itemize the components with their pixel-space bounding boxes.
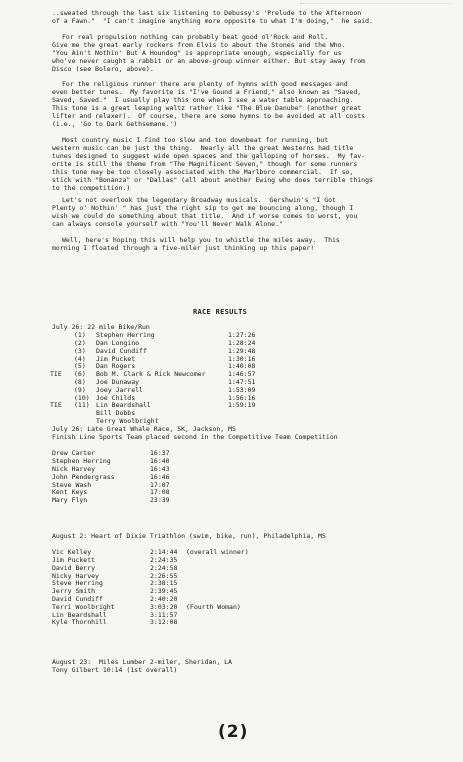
race-result-line: Tony Gilbert 10:14 (1st overall) xyxy=(52,666,178,675)
finish-time: 1:28:24 xyxy=(228,339,256,347)
text-line: For real propulsion nothing can probably beat good ol'Rock and Roll. xyxy=(62,33,329,41)
race-bike-run-section xyxy=(52,323,432,425)
runner-name: Terri Woolbright xyxy=(52,602,115,611)
runner-name: Nicky Harvey xyxy=(52,571,99,580)
result-row xyxy=(52,339,432,347)
race-header: July 26: 22 mile Bike/Run xyxy=(52,323,150,331)
place-number: (6) xyxy=(74,370,86,379)
place-number: (1) xyxy=(74,331,86,340)
paragraph xyxy=(52,33,426,73)
runner-name: Lin Beardshall xyxy=(52,610,107,619)
text-line: This tune is a great leaping waltz rather like "The Blue Danube" (another great xyxy=(52,104,362,112)
runner-name: Steve Wash xyxy=(52,480,92,489)
place-number: (4) xyxy=(74,354,86,363)
result-row xyxy=(52,449,442,457)
text-line: stick with "Bonanza" or "Dallas" (all about another Ewing who does terrible things xyxy=(52,176,373,184)
race-triathlon-section xyxy=(52,532,442,626)
result-row xyxy=(52,347,432,355)
paragraph xyxy=(52,9,426,25)
finish-time: 1:59:19 xyxy=(228,401,256,410)
result-row xyxy=(52,587,442,595)
finish-time: 3:12:08 xyxy=(150,618,178,627)
runner-name: Joe Childs xyxy=(96,393,136,402)
text-line: Saved, Saved." I usually play this one when I see a water table approaching. xyxy=(52,96,354,104)
finish-time: 3:11:57 xyxy=(150,610,178,619)
result-row xyxy=(52,556,442,564)
finish-time: 2:40:20 xyxy=(150,594,178,603)
result-row xyxy=(52,355,432,363)
finish-time: 16:46 xyxy=(150,472,170,481)
text-line: lifter and relaxer). Of course, there are some hymns to be avoided at all costs xyxy=(52,112,366,120)
result-row xyxy=(52,611,442,619)
place-number: (5) xyxy=(74,362,86,371)
runner-name: Lin Beardshall xyxy=(96,401,151,410)
runner-name: Dan Longino xyxy=(96,339,140,347)
tie-label: TIE xyxy=(50,401,62,410)
result-row xyxy=(52,401,432,409)
text-line: orite is still the theme from "The Magnificent Seven," though for some runners xyxy=(52,160,358,168)
finish-time: 16:37 xyxy=(150,449,170,458)
result-row xyxy=(52,579,442,587)
race-header: August 23: Miles Lumber 2-miler, Sheridan, LA xyxy=(52,658,233,666)
runner-name: Kyle Thornhill xyxy=(52,618,107,627)
finish-time: 17:08 xyxy=(150,488,170,497)
text-line: can always console yourself with "You'll Never Walk Alone." xyxy=(52,220,283,228)
text-line: even better tunes. My favorite is "I've Gound a Friend," also known as "Saved, xyxy=(52,88,362,96)
result-row xyxy=(52,417,432,425)
text-line: For the religious runner there are plenty of hymns with good messages and xyxy=(62,80,348,88)
text-line: Plenty o' Nothin' " has just the right sip to get me bouncing along, though I xyxy=(52,204,354,212)
page-number: (2) xyxy=(218,722,249,742)
results-list xyxy=(52,331,432,425)
runner-name: Mary Flyn xyxy=(52,496,88,505)
text-line: tunes designed to suggest wide open spaces and the galloping of horses. My fav- xyxy=(52,152,366,160)
result-row xyxy=(52,603,442,611)
text-line: ..sweated through the last six listening to Debussy's 'Prelude to the Afternoon xyxy=(52,9,362,17)
finish-time: 2:24:58 xyxy=(150,563,178,572)
text-line: Well, here's hoping this will help you to whistle the miles away. This xyxy=(62,236,340,244)
race-results-title: RACE RESULTS xyxy=(193,308,248,316)
result-row xyxy=(52,564,442,572)
result-row xyxy=(52,370,432,378)
runner-name: Jim Puckett xyxy=(52,556,96,564)
result-row xyxy=(52,618,442,626)
finish-time: 3:03:20 xyxy=(150,602,178,611)
place-number: (11) xyxy=(74,401,90,410)
result-note: (overall winner) xyxy=(186,548,249,557)
finish-time: 2:39:45 xyxy=(150,587,178,596)
runner-name: David Cundiff xyxy=(96,346,147,355)
runner-name: Steve Herring xyxy=(52,579,103,588)
finish-time: 1:29:48 xyxy=(228,346,256,355)
finish-time: 1:53:09 xyxy=(228,385,256,394)
finish-time: 16:40 xyxy=(150,457,170,466)
race-header: July 26: Late Great Whale Race, 5K, Jackson, MS xyxy=(52,425,236,433)
result-row xyxy=(52,548,442,556)
runner-name: David Cundiff xyxy=(52,594,103,603)
finish-time: 1:46:57 xyxy=(228,370,256,379)
text-line: western music can be just the thing. Nearly all the great Westerns had title xyxy=(52,144,354,152)
finish-time: 2:26:55 xyxy=(150,571,178,580)
text-line: Give me the great early rockers from Elvis to about the Stones and the Who. xyxy=(52,41,346,49)
tie-label: TIE xyxy=(50,370,62,379)
text-line: wish we could do something about that title. And if worse comes to worst, you xyxy=(52,212,358,220)
text-line: Disco (see Bolero, above). xyxy=(52,65,154,73)
runner-name: Nick Harvey xyxy=(52,465,96,473)
result-row xyxy=(52,362,432,370)
result-row xyxy=(52,378,432,386)
result-row xyxy=(52,496,442,504)
runner-name: Bob M. Clark & Rick Newcomer xyxy=(96,370,206,379)
runner-name: Joe Dunaway xyxy=(96,377,140,386)
result-row xyxy=(52,473,442,481)
result-row xyxy=(52,465,442,473)
runner-name: David Berry xyxy=(52,563,96,572)
race-subheader: Finish Line Sports Team placed second in the Competitive Team Competition xyxy=(52,433,338,442)
place-number: (8) xyxy=(74,377,86,386)
result-row xyxy=(52,394,432,402)
runner-name: Jim Pucket xyxy=(96,354,136,363)
result-row xyxy=(52,409,432,417)
result-row xyxy=(52,595,442,603)
result-row xyxy=(52,386,432,394)
text-line: Most country music I find too slow and too downbeat for running, but xyxy=(62,136,329,144)
text-line: of a Fawn." "I can't imagine anything more opposite to what I'm doing," he said. xyxy=(52,17,373,25)
runner-name: Stephen Herring xyxy=(52,457,111,466)
result-note: (Fourth Woman) xyxy=(186,602,241,611)
results-list xyxy=(52,548,442,626)
text-line: "You Ain't Nothin' But A Houndog" is appropriate enough, especially for us xyxy=(52,49,342,57)
result-row xyxy=(52,572,442,580)
runner-name: Terry Woolbright xyxy=(96,416,159,425)
result-row xyxy=(52,457,442,465)
runner-name: Jerry Smith xyxy=(52,587,96,596)
race-header: August 2: Heart of Dixie Triathlon (swim, bike, run), Philadelphia, MS xyxy=(52,532,326,540)
race-miles-lumber-section xyxy=(52,658,442,674)
runner-name: Vic Kelley xyxy=(52,548,92,557)
result-row xyxy=(52,488,442,496)
runner-name: John Pendergrass xyxy=(52,472,115,481)
results-list xyxy=(52,449,442,504)
runner-name: Joey Jarrell xyxy=(96,385,143,394)
finish-time: 1:30:16 xyxy=(228,354,256,363)
runner-name: Stephen Herring xyxy=(96,331,155,340)
place-number: (3) xyxy=(74,346,86,355)
text-line: to the competition.) xyxy=(52,184,131,192)
paragraph xyxy=(52,80,426,128)
finish-time: 1:56:16 xyxy=(228,393,256,402)
runner-name: Kent Keys xyxy=(52,488,88,497)
result-row xyxy=(52,481,442,489)
runner-name: Dan Rogers xyxy=(96,362,136,371)
place-number: (9) xyxy=(74,385,86,394)
text-line: (i.e., 'Go to Dark Gethsemane.') xyxy=(52,120,178,128)
runner-name: Drew Carter xyxy=(52,449,96,458)
race-whale-5k-section xyxy=(52,425,442,504)
text-line: Let's not overlook the legendary Broadway musicals. Gershwin's "I Got xyxy=(62,196,336,204)
finish-time: 2:38:15 xyxy=(150,579,178,588)
result-row xyxy=(52,331,432,339)
finish-time: 23:39 xyxy=(150,496,170,505)
finish-time: 2:24:35 xyxy=(150,556,178,564)
place-number: (2) xyxy=(74,339,86,347)
runner-name: Bill Dobbs xyxy=(96,409,136,418)
text-line: this tune may be too closely associated with the Marlboro commercial. If so, xyxy=(52,168,354,176)
paragraph xyxy=(52,136,426,192)
finish-time: 1:47:51 xyxy=(228,377,256,386)
finish-time: 17:07 xyxy=(150,480,170,489)
place-number: (10) xyxy=(74,393,90,402)
paragraph xyxy=(52,196,426,228)
finish-time: 1:27:26 xyxy=(228,331,256,340)
finish-time: 16:43 xyxy=(150,465,170,473)
finish-time: 1:40:08 xyxy=(228,362,256,371)
paragraph xyxy=(52,236,426,252)
text-line: who've never caught a rabbit or an above-group winner either. But stay away from xyxy=(52,57,366,65)
finish-time: 2:14:44 xyxy=(150,548,178,557)
text-line: morning I floated through a five-miler just thinking up this paper! xyxy=(52,244,315,252)
